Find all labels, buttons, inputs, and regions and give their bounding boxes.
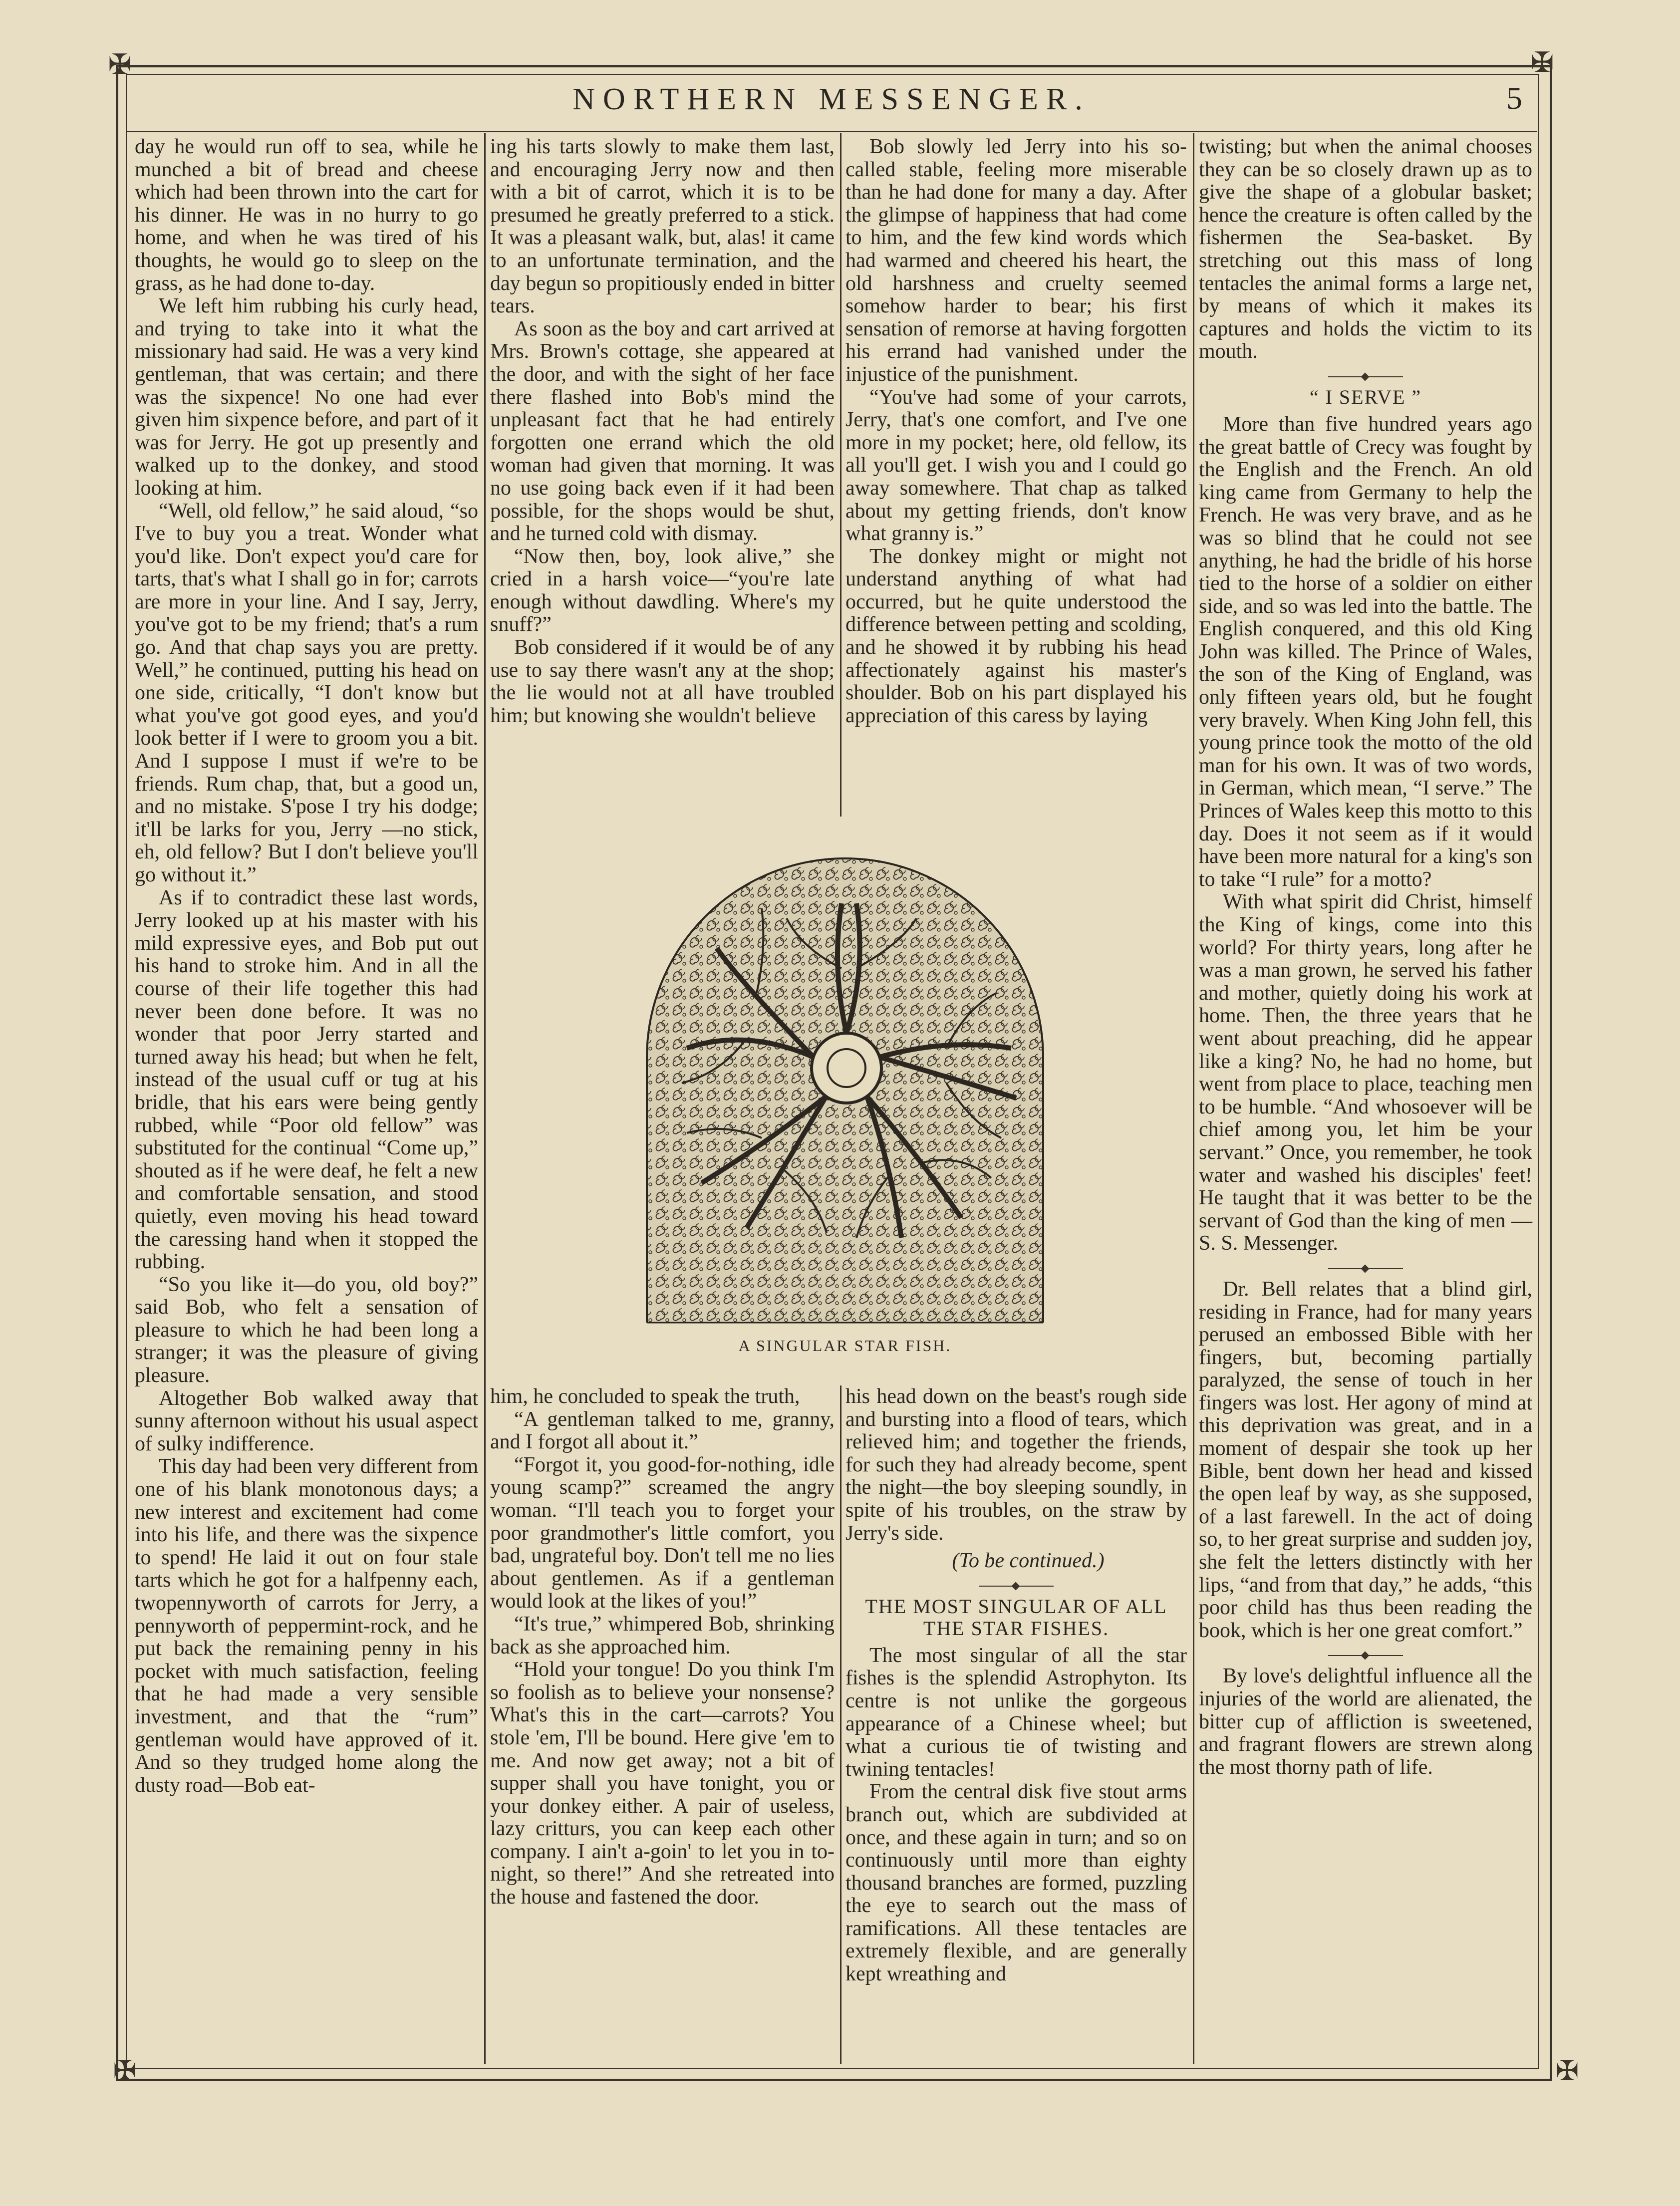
masthead: NORTHERN MESSENGER. — [572, 82, 1091, 116]
paragraph: More than five hundred years ago the great battle of Crecy was fought by the English and the French. An old king came from Germany to help the French. He was very brave, and as he was so blind that he could not see anything, he had the bridle of his horse tied to the horse of a soldier on either side, and so was led into the battle. The English conquered, and this old King John was killed. The Prince of Wales, the son of the King of England, was only fifteen years old, but he fought very bravely. When King John fell, this young prince took the motto of the old man for his own. It was of two words, in German, which mean, “I serve.” The Princes of Wales keep this motto to this day. Does it not seem as if it would have been more natural for a king's son to take “I rule” for a motto? — [1199, 412, 1532, 891]
column-1 — [135, 136, 478, 1797]
paragraph: ing his tarts slowly to make them last, and encouraging Jerry now and then with a bit of carrot, which it is to be presumed he greatly preferred to a stick. It was a pleasant walk, but, alas! it came to an unfortunate termination, and the day begun so propitiously ended in bitter tears. — [490, 135, 835, 318]
paragraph: We left him rubbing his curly head, and trying to take into it what the missionary had said. He was a very kind gentleman, that was certain; and there was the sixpence! No one had ever given him sixpence before, and part of it was for Jerry. He got up presently and walked up to the donkey, and stood looking at him. — [135, 294, 478, 500]
paragraph: Altogether Bob walked away that sunny afternoon without his usual aspect of sulky indifference. — [135, 1386, 478, 1455]
corner-ornament-icon: ✠ — [113, 2056, 137, 2087]
column-2-top — [490, 136, 835, 727]
paragraph: “It's true,” whimpered Bob, shrinking back as she approached him. — [490, 1612, 835, 1658]
paragraph: With what spirit did Christ, himself the King of kings, come into this world? For thirty years, long after he was a man grown, he served his father and mother, quietly doing his work at home. Then, the three years that he went about preaching, did he appear like a king? No, he had no home, but went from place to place, teaching men to be humble. “And whosoever will be chief among you, let him be your servant.” Once, you remember, he took water and washed his disciples' feet! He taught that it was better to be the servant of God than the king of men —S. S. Messenger. — [1199, 890, 1532, 1255]
column-divider — [840, 1385, 841, 2064]
illustration-caption: A SINGULAR STAR FISH. — [738, 1337, 952, 1355]
paragraph: “Forgot it, you good-for-nothing, idle young scamp?” screamed the angry woman. “I'll teach you to forget your poor grandmother's little comfort, you bad, ungrateful boy. Don't tell me no lies about gentlemen. As if a gentleman would look at the likes of you!” — [490, 1453, 835, 1613]
paragraph: By love's delightful influence all the injuries of the world are alienated, the bitter cup of affliction is sweetened, and fragrant flowers are strewn along the most thorny path of life. — [1199, 1664, 1532, 1779]
star-fish-engraving-icon — [637, 848, 1053, 1328]
section-heading: “ I SERVE ” — [1309, 385, 1422, 408]
corner-ornament-icon: ✠ — [1555, 2056, 1579, 2087]
column-3-top — [845, 136, 1187, 727]
page-header — [126, 75, 1537, 130]
column-divider — [1193, 133, 1194, 2064]
corner-ornament-icon: ✠ — [1530, 47, 1554, 78]
page-number: 5 — [1506, 80, 1522, 116]
paragraph: “Hold your tongue! Do you think I'm so foolish as to believe your nonsense? What's this in the cart—carrots? You stole 'em, I'll be bound. Here give 'em to me. And now get away; not a bit of supper shall you have tonight, you or your donkey either. A pair of useless, lazy critturs, you can keep each other company. I ain't a-goin' to let you in to-night, so there!” And she retreated into the house and fastened the door. — [490, 1658, 835, 1909]
section-divider — [1328, 1268, 1403, 1269]
paragraph: The most singular of all the star fishes is the splendid Astrophyton. Its centre is not unlike the gorgeous appearance of a Chinese wheel; but what a curious tie of twisting and twining tentacles! — [845, 1644, 1187, 1781]
section-divider — [1328, 376, 1403, 377]
column-2-bottom — [490, 1385, 835, 1909]
paragraph: “You've had some of your carrots, Jerry, that's one comfort, and I've one more in my pocket; here, old fellow, its all you'll get. I wish you and I could go away somewhere. That chap as talked about my getting friends, don't know what granny is.” — [845, 385, 1187, 546]
paragraph: As if to contradict these last words, Jerry looked up at his master with his mild expressive eyes, and Bob put out his hand to stroke him. And in all the course of their life together this had never been done before. It was no wonder that poor Jerry started and turned away his head; but when he felt, instead of the usual cuff or tug at his bridle, that his ears were being gently rubbed, while “Poor old fellow” was substituted for the continual “Come up,” shouted as if he were deaf, he felt a new and comfortable sensation, and stood quietly, even moving his head toward the caressing hand when it stopped the rubbing. — [135, 886, 478, 1274]
paragraph: “Now then, boy, look alive,” she cried in a harsh voice—“you're late enough without dawdling. Where's my snuff?” — [490, 545, 835, 636]
column-divider — [484, 133, 486, 2064]
paragraph: him, he concluded to speak the truth, — [490, 1385, 800, 1408]
paragraph: twisting; but when the animal chooses they can be so closely drawn up as to give the shape of a globular basket; hence the creature is often called by the fishermen the Sea-basket. By stretching out this mass of long tentacles the animal forms a large net, by means of which it makes its captures and holds the victim to its mouth. — [1199, 135, 1532, 363]
corner-ornament-icon: ✠ — [108, 49, 132, 80]
header-rule — [126, 131, 1537, 132]
column-3-bottom — [845, 1385, 1187, 1986]
paragraph: day he would run off to sea, while he munched a bit of bread and cheese which had been thrown into the cart for his dinner. He was in no hurry to go home, and when he was tired of his thoughts, he would go to sleep on the grass, as he had done to-day. — [135, 135, 478, 295]
paragraph: As soon as the boy and cart arrived at Mrs. Brown's cottage, she appeared at the door, and with the sight of her face there flashed into Bob's mind the unpleasant fact that he had entirely forgotten one errand which the old woman had given that morning. It was no use going back even if it had been possible, for the shops would be shut, and he turned cold with dismay. — [490, 317, 835, 546]
paragraph: From the central disk five stout arms branch out, which are subdivided at once, and these again in turn; and so on continuously until more than eighty thousand branches are formed, puzzling the eye to search out the mass of ramifications. All these tentacles are extremely flexible, and are generally kept wreathing and — [845, 1780, 1187, 1986]
section-divider — [1328, 1655, 1403, 1656]
paragraph: Bob considered if it would be of any use to say there wasn't any at the shop; the lie would not at all have troubled him; but knowing she wouldn't believe — [490, 636, 835, 727]
paragraph: “Well, old fellow,” he said aloud, “so I've to buy you a treat. Wonder what you'd like. Don't expect you'd care for tarts, that's what I shall go in for; carrots are more in your line. And I say, Jerry, you've got to be my friend; that's a rum go. And that chap says you are pretty. Well,” he continued, putting his head on one side, critically, “I don't know but what you've got good eyes, and you'd look better if I were to groom you a bit. And I suppose I must if we're to be friends. Rum chap, that, but a good un, and no mistake. S'pose I try his dodge; it'll be larks for you, Jerry —no stick, eh, old fellow? But I don't believe you'll go without it.” — [135, 499, 478, 886]
paragraph: The donkey might or might not understand anything of what had occurred, but he quite understood the difference between petting and scolding, and he showed it by rubbing his head affectionately against his master's shoulder. Bob on his part displayed his appreciation of this caress by laying — [845, 545, 1187, 727]
paragraph: This day had been very different from one of his blank monotonous days; a new interest and excitement had come into his life, and there was the sixpence to spend! He laid it out on four stale tarts which he got for a halfpenny each, twopennyworth of carrots for Jerry, a pennyworth of peppermint-rock, and he put back the remaining penny in his pocket with much satisfaction, feeling that he had made a very sensible investment, and that the “rum” gentleman would have approved of it. And so they trudged home along the dusty road—Bob eat- — [135, 1455, 478, 1797]
column-4 — [1199, 136, 1532, 1779]
paragraph: his head down on the beast's rough side and bursting into a flood of tears, which relieved him; and together the friends, for such they had already become, spent the night—the boy sleeping soundly, in spite of his troubles, on the straw by Jerry's side. — [845, 1385, 1187, 1545]
section-divider — [979, 1586, 1054, 1587]
paragraph: Dr. Bell relates that a blind girl, residing in France, had for many years perused an embossed Bible with her fingers, but, becoming partially paralyzed, the sense of touch in her fingers was lost. Her agony of mind at this deprivation was great, and in a moment of despair she took up her Bible, bent down her head and kissed the open leaf by way, as she supposed, of a last farewell. In the act of doing so, to her great surprise and sudden joy, she felt the letters distinctly with her lips, “and from that day,” he adds, “this poor child has thus been reading the book, which is her one great comfort.” — [1199, 1277, 1532, 1642]
paragraph: Bob slowly led Jerry into his so-called stable, feeling more miserable than he had done for many a day. After the glimpse of happiness that had come to him, and the few kind words which had warmed and cheered his heart, the old harshness and cruelty seemed somehow harder to bear; his first sensation of remorse at having forgotten his errand had vanished under the injustice of the punishment. — [845, 135, 1187, 386]
column-divider — [840, 133, 841, 817]
paragraph: “So you like it—do you, old boy?” said Bob, who felt a sensation of pleasure to which he had been long a stranger; it was the pleasure of giving pleasure. — [135, 1273, 478, 1387]
section-heading: THE MOST SINGULAR OF ALL THE STAR FISHES. — [865, 1595, 1167, 1640]
paragraph: “A gentleman talked to me, granny, and I forgot all about it.” — [490, 1407, 835, 1454]
to-be-continued: (To be continued.) — [952, 1549, 1105, 1573]
